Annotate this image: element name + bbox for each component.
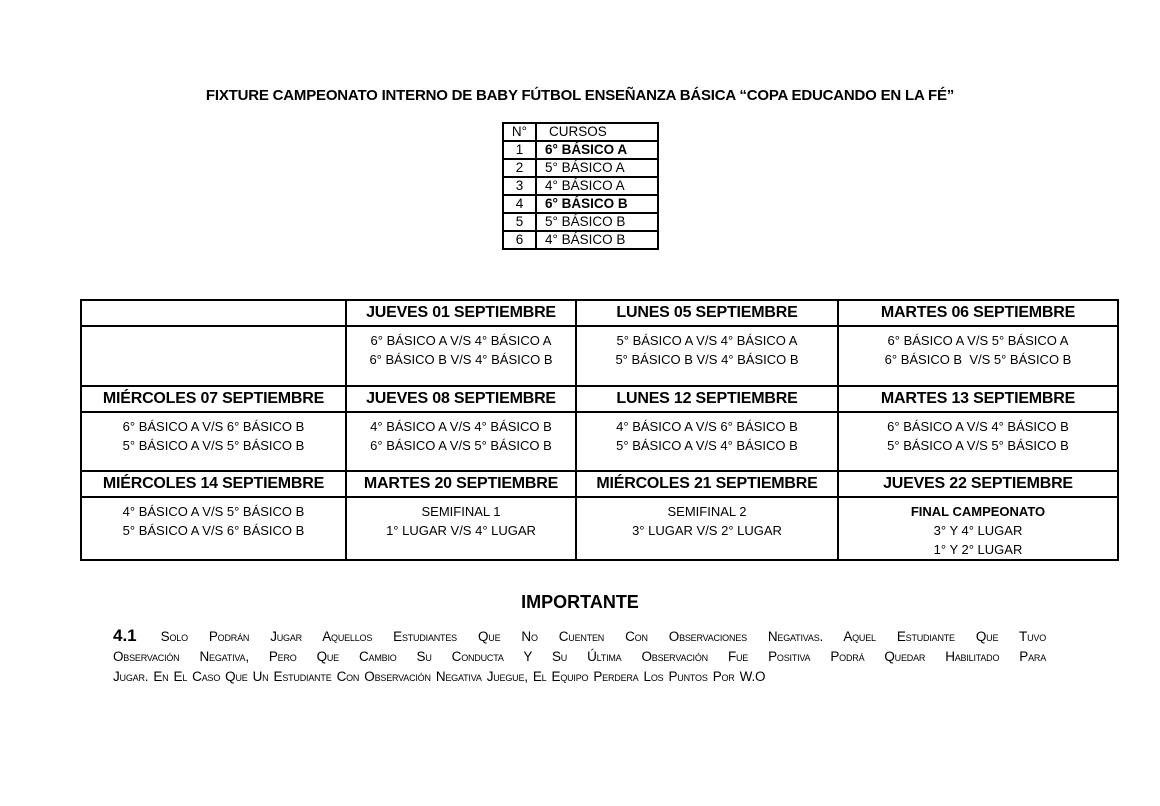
matches-cell xyxy=(346,326,576,386)
match: 4° BÁSICO A V/S 6° BÁSICO B xyxy=(616,419,798,434)
date-header: LUNES 12 SEPTIEMBRE xyxy=(576,386,838,412)
match: SEMIFINAL 1 xyxy=(421,504,501,519)
schedule-matches-row xyxy=(81,412,1118,471)
date-header: MIÉRCOLES 21 SEPTIEMBRE xyxy=(576,471,838,497)
match: 5° BÁSICO A V/S 6° BÁSICO B xyxy=(122,523,305,538)
schedule-header-row xyxy=(81,386,1118,412)
curso-number: 4 xyxy=(503,195,536,213)
match: 6° BÁSICO A V/S 4° BÁSICO B xyxy=(887,419,1069,434)
matches-cell xyxy=(576,412,838,471)
date-header: JUEVES 08 SEPTIEMBRE xyxy=(346,386,576,412)
match: 6° BÁSICO A V/S 5° BÁSICO B xyxy=(370,438,552,453)
curso-name: 5° BÁSICO B xyxy=(536,213,658,231)
schedule-header-row xyxy=(81,471,1118,497)
match: 6° BÁSICO B V/S 5° BÁSICO B xyxy=(884,352,1072,367)
cursos-header-row xyxy=(503,123,658,141)
match: 5° BÁSICO A V/S 5° BÁSICO B xyxy=(122,438,305,453)
curso-name: 4° BÁSICO A xyxy=(536,177,658,195)
cursos-header-cursos: CURSOS xyxy=(536,123,658,141)
clause-line: Jugar. En El Caso Que Un Estudiante Con Observación Negativa Juegue, El Equipo Perdera Los Puntos Por W.O xyxy=(113,669,766,684)
matches-cell xyxy=(576,497,838,560)
match: 5° BÁSICO A V/S 4° BÁSICO A xyxy=(616,333,798,348)
match: 4° BÁSICO A V/S 5° BÁSICO B xyxy=(122,504,305,519)
matches-cell xyxy=(576,326,838,386)
curso-number: 6 xyxy=(503,231,536,249)
table-row xyxy=(503,231,658,249)
schedule-table xyxy=(80,299,1119,561)
match: 4° BÁSICO A V/S 4° BÁSICO B xyxy=(370,419,552,434)
matches-cell xyxy=(838,497,1118,560)
matches-cell xyxy=(346,412,576,471)
date-header-empty xyxy=(81,300,346,326)
matches-cell-empty xyxy=(81,326,346,386)
clause-number: 4.1 xyxy=(113,626,137,645)
match: 6° BÁSICO A V/S 5° BÁSICO A xyxy=(887,333,1069,348)
match: 1° Y 2° LUGAR xyxy=(933,542,1023,557)
page-title: FIXTURE CAMPEONATO INTERNO DE BABY FÚTBOL ENSEÑANZA BÁSICA “COPA EDUCANDO EN LA FÉ” xyxy=(205,87,955,104)
match: 5° BÁSICO A V/S 4° BÁSICO B xyxy=(616,438,798,453)
matches-cell xyxy=(81,497,346,560)
matches-cell xyxy=(81,412,346,471)
schedule-matches-row xyxy=(81,497,1118,560)
date-header: JUEVES 01 SEPTIEMBRE xyxy=(346,300,576,326)
date-header: MARTES 06 SEPTIEMBRE xyxy=(838,300,1118,326)
table-row xyxy=(503,213,658,231)
matches-cell xyxy=(346,497,576,560)
curso-number: 3 xyxy=(503,177,536,195)
cursos-header-n: N° xyxy=(503,123,536,141)
schedule-header-row xyxy=(81,300,1118,326)
match: 3° Y 4° LUGAR xyxy=(933,523,1023,538)
table-row xyxy=(503,195,658,213)
match: 5° BÁSICO B V/S 4° BÁSICO B xyxy=(615,352,799,367)
date-header: MARTES 13 SEPTIEMBRE xyxy=(838,386,1118,412)
match: 3° LUGAR V/S 2° LUGAR xyxy=(632,523,782,538)
clause-4-1 xyxy=(113,626,1046,687)
curso-number: 5 xyxy=(503,213,536,231)
curso-number: 2 xyxy=(503,159,536,177)
date-header: MIÉRCOLES 14 SEPTIEMBRE xyxy=(81,471,346,497)
curso-name: 6° BÁSICO B xyxy=(536,195,658,213)
match: 6° BÁSICO A V/S 6° BÁSICO B xyxy=(122,419,305,434)
clause-line xyxy=(113,626,1046,647)
cursos-table xyxy=(502,122,659,250)
table-row xyxy=(503,177,658,195)
match: 1° LUGAR V/S 4° LUGAR xyxy=(386,523,536,538)
match: 6° BÁSICO B V/S 4° BÁSICO B xyxy=(369,352,553,367)
match: 6° BÁSICO A V/S 4° BÁSICO A xyxy=(370,333,552,348)
curso-number: 1 xyxy=(503,141,536,159)
curso-name: 5° BÁSICO A xyxy=(536,159,658,177)
clause-line: Observación Negativa, Pero Que Cambio Su Conducta Y Su Última Observación Fue Positiva Podrá Quedar Habilitado Para xyxy=(113,649,1046,664)
table-row xyxy=(503,159,658,177)
schedule-matches-row xyxy=(81,326,1118,386)
clause-text: Solo Podrán Jugar Aquellos Estudiantes Que No Cuenten Con Observaciones Negativas. Aquel Estudiante Que Tuvo xyxy=(160,629,1046,644)
curso-name: 4° BÁSICO B xyxy=(536,231,658,249)
matches-cell xyxy=(838,326,1118,386)
match: 5° BÁSICO A V/S 5° BÁSICO B xyxy=(887,438,1069,453)
matches-cell xyxy=(838,412,1118,471)
final-title: FINAL CAMPEONATO xyxy=(910,504,1046,519)
date-header: MARTES 20 SEPTIEMBRE xyxy=(346,471,576,497)
date-header: MIÉRCOLES 07 SEPTIEMBRE xyxy=(81,386,346,412)
importante-heading: IMPORTANTE xyxy=(521,592,639,612)
table-row xyxy=(503,141,658,159)
curso-name: 6° BÁSICO A xyxy=(536,141,658,159)
match: SEMIFINAL 2 xyxy=(667,504,747,519)
date-header: LUNES 05 SEPTIEMBRE xyxy=(576,300,838,326)
date-header: JUEVES 22 SEPTIEMBRE xyxy=(838,471,1118,497)
